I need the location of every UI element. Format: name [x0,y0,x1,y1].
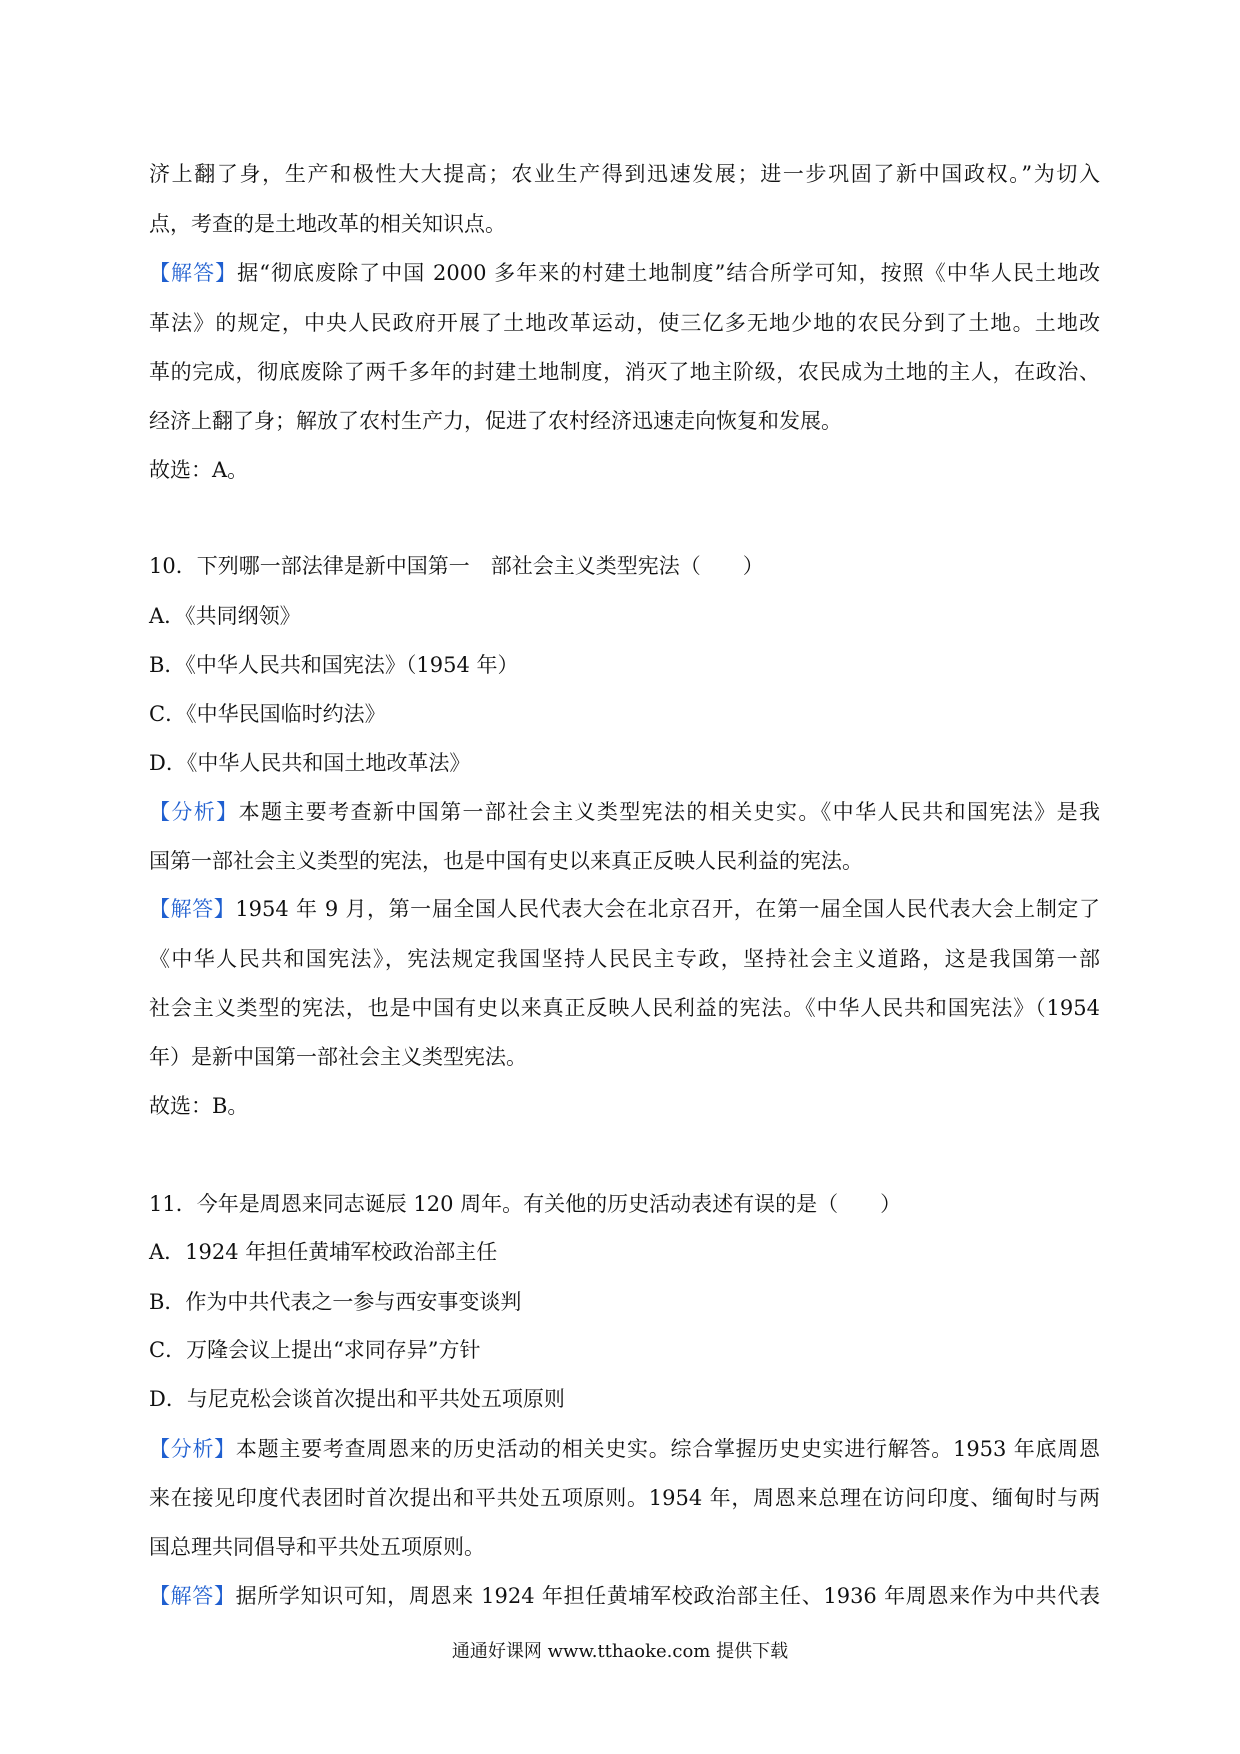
analysis-label: 【分析】 [149,800,239,824]
text-line: 《中华人民共和国宪法》，宪法规定我国坚持人民民主专政，坚持社会主义道路，这是我国第一部 [149,947,1100,971]
answer-label: 【解答】 [149,897,236,921]
option-a: A．《共同纲领》 [149,604,301,628]
choice-line: 故选：A。 [149,458,249,482]
text-line: 本题主要考查新中国第一部社会主义类型宪法的相关史实。《中华人民共和国宪法》是我 [238,800,1100,824]
question-10: 10．下列哪一部法律是新中国第一 部社会主义类型宪法（ ） [149,554,764,578]
question-11: 11．今年是周恩来同志诞辰 120 周年。有关他的历史活动表述有误的是（ ） [149,1192,902,1216]
analysis-paragraph [149,799,1100,825]
option-b: B．作为中共代表之一参与西安事变谈判 [149,1290,522,1314]
text-line: 济上翻了身，生产和极性大大提高；农业生产得到迅速发展；进一步巩固了新中国政权。”为切入 [149,162,1100,186]
text-line: 据“彻底废除了中国 2000 多年来的村建土地制度”结合所学可知，按照《中华人民土地改 [237,261,1100,285]
answer-paragraph [149,1583,1100,1609]
choice-line: 故选：B。 [149,1094,249,1118]
option-b: B．《中华人民共和国宪法》（1954 年） [149,653,519,677]
text-line: 革的完成，彻底废除了两千多年的封建土地制度，消灭了地主阶级，农民成为土地的主人，在政治、 [149,360,1100,384]
text-line: 1954 年 9 月，第一届全国人民代表大会在北京召开，在第一届全国人民代表大会上制定了 [235,897,1100,921]
option-d: D．与尼克松会谈首次提出和平共处五项原则 [149,1387,565,1411]
text-line: 点，考查的是土地改革的相关知识点。 [149,212,506,236]
answer-paragraph [149,260,1100,286]
answer-label: 【解答】 [149,1584,236,1608]
text-line: 国总理共同倡导和平共处五项原则。 [149,1535,485,1559]
text-line: 国第一部社会主义类型的宪法，也是中国有史以来真正反映人民利益的宪法。 [149,849,863,873]
page-footer: 通通好课网 www.tthaoke.com 提供下载 [451,1641,789,1662]
option-c: C．《中华民国临时约法》 [149,702,386,726]
text-line: 本题主要考查周恩来的历史活动的相关史实。综合掌握历史史实进行解答。1953 年底周恩 [235,1437,1100,1461]
option-a: A．1924 年担任黄埔军校政治部主任 [149,1240,498,1264]
option-d: D．《中华人民共和国土地改革法》 [149,751,471,775]
text-line: 据所学知识可知，周恩来 1924 年担任黄埔军校政治部主任、1936 年周恩来作为中共代表 [235,1584,1100,1608]
text-line: 年）是新中国第一部社会主义类型宪法。 [149,1045,527,1069]
text-line: 来在接见印度代表团时首次提出和平共处五项原则。1954 年，周恩来总理在访问印度、缅甸时与两 [149,1486,1100,1510]
text-line: 革法》的规定，中央人民政府开展了土地改革运动，使三亿多无地少地的农民分到了土地。土地改 [149,311,1100,335]
text-line: 社会主义类型的宪法，也是中国有史以来真正反映人民利益的宪法。《中华人民共和国宪法》（1954 [149,996,1100,1020]
answer-paragraph [149,896,1100,922]
analysis-label: 【分析】 [149,1437,236,1461]
text-line: 经济上翻了身；解放了农村生产力，促进了农村经济迅速走向恢复和发展。 [149,409,842,433]
option-c: C．万隆会议上提出“求同存异”方针 [149,1338,481,1362]
analysis-paragraph [149,1436,1100,1462]
answer-label: 【解答】 [149,261,238,285]
